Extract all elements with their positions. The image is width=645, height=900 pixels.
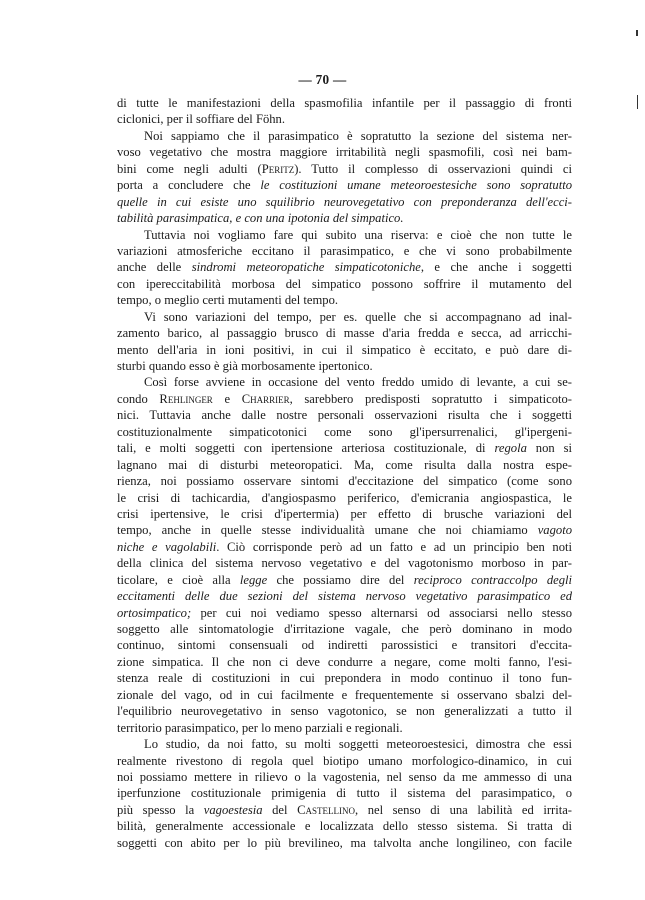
text-run: costituzionalmente simpaticotonici come sono gl'ipersurrenalici, gl'ipergeni- [117, 424, 572, 439]
text-line [117, 769, 572, 785]
text-line [117, 490, 572, 506]
text-run: ). Tutto il complesso di osservazioni quindi ci [294, 161, 572, 176]
page-number: — 70 — [298, 72, 347, 87]
text-run: Noi sappiamo che il parasimpatico è sopratutto la sezione del sistema ner- [144, 128, 572, 143]
italic-text: quelle in cui esiste uno squilibrio neurovegetativo con preponderanza dell'ecci- [117, 194, 572, 209]
italic-text: tabilità parasimpatica, e con una ipotonia del simpatico. [117, 211, 404, 226]
text-run: ciclonici, per il soffiare del Föhn. [117, 112, 285, 127]
author-name: Peritz [261, 161, 295, 176]
text-line [117, 144, 572, 160]
scan-edge-mark [637, 95, 638, 109]
text-run: voso vegetativo che mostra maggiore irritabilità negli spasmofili, così nei bam- [117, 145, 572, 160]
text-line [117, 605, 572, 621]
text-line [117, 703, 572, 719]
text-line [117, 342, 572, 358]
text-run: bini come negli adulti ( [117, 161, 262, 176]
text-run: non si [526, 441, 572, 456]
text-line [117, 309, 572, 325]
text-run: per cui noi vediamo spesso alternarsi od associarsi nello stesso [191, 605, 572, 620]
italic-text: le costituzioni umane meteoroestesiche sono sopratutto [260, 178, 572, 193]
text-line [117, 555, 572, 571]
italic-text: vagoestesia [203, 802, 263, 817]
text-line [117, 292, 572, 308]
text-line [117, 440, 572, 456]
text-run: variazioni atmosferiche eccitano il parasimpatico, e che vi sono probabilmente [117, 243, 572, 258]
italic-text: vagoto [537, 523, 572, 538]
text-run: tempo, anche in quelle stesse individualità umane che noi chiamiamo [117, 523, 538, 538]
text-run: porta a concludere che [117, 178, 261, 193]
text-line [117, 818, 572, 834]
text-line [117, 325, 572, 341]
text-line [117, 243, 572, 259]
text-line [117, 687, 572, 703]
text-line [117, 391, 572, 407]
text-run: Tuttavia noi vogliamo fare qui subito una riserva: e cioè che non tutte le [144, 227, 572, 242]
text-line [117, 670, 572, 686]
text-run: crisi ipertensive, le crisi d'ipertermia) per effetto di brusche variazioni del [117, 506, 572, 521]
text-line [117, 736, 572, 752]
text-run: tali, e molti soggetti con ipertensione arteriosa costituzionale, di [117, 441, 495, 456]
text-line [117, 522, 572, 538]
text-line [117, 506, 572, 522]
text-run: soggetti con abito per lo più brevilineo, ma talvolta anche longilineo, con facile [117, 835, 572, 850]
italic-text: regola [494, 441, 527, 456]
text-line [117, 835, 572, 851]
text-line [117, 720, 572, 736]
text-run: zione simpatica. Il che non ci deve condurre a negare, come molti fanno, l'esi- [117, 654, 572, 669]
text-run: l'equilibrio neurovegetativo in senso vagotonico, se non generalizzati a tutto il [117, 704, 572, 719]
text-run: lagnano mai di disturbi meteoropatici. Ma, come risulta dalla nostra espe- [117, 457, 572, 472]
text-run: noi possiamo mettere in rilievo o la vagostenia, nel senso da me ammesso di una [117, 769, 572, 784]
text-run: anche delle [117, 260, 192, 275]
text-line [117, 259, 572, 275]
text-line [117, 111, 572, 127]
text-line [117, 637, 572, 653]
scan-edge-mark [636, 30, 638, 36]
text-line [117, 95, 572, 111]
text-run: stenza reale di costituzioni in cui prepondera in modo continuo il tono fun- [117, 671, 572, 686]
author-name: Charrier [241, 391, 290, 406]
body-text [117, 95, 572, 851]
text-run: zamento barico, al passaggio brusco di masse d'aria fredda e secca, ad arricchi- [117, 326, 572, 341]
text-line [117, 210, 572, 226]
text-run: nici. Tuttavia anche dalle nostre personali osservazioni risulta che i soggetti [117, 408, 572, 423]
text-line [117, 539, 572, 555]
text-run: territorio parasimpatico, per lo meno parziali e regionali. [117, 720, 403, 735]
text-run: e [212, 391, 242, 406]
text-line [117, 621, 572, 637]
text-run: le crisi di tachicardia, d'angiospasmo periferico, d'emicrania angiospastica, le [117, 490, 572, 505]
text-run: Lo studio, da noi fatto, su molti soggetti meteoroestesici, dimostra che essi [144, 737, 572, 752]
text-line [117, 753, 572, 769]
text-run: zionale del vago, od in cui facilmente e frequentemente si osservano sbalzi del- [117, 687, 572, 702]
text-run: della clinica del sistema nervoso vegetativo e del vagotonismo morboso in par- [117, 556, 572, 571]
text-run: realmente rivestono di regola quel biotipo umano morfologico-dinamico, in cui [117, 753, 572, 768]
italic-text: ortosimpatico; [117, 605, 192, 620]
text-run: bilità, generalmente accessionale e localizzata dello stesso sistema. Si tratta di [117, 819, 572, 834]
text-run: mento dell'aria in ioni positivi, in cui il simpatico è eccitato, e può dare di- [117, 342, 572, 357]
text-line [117, 785, 572, 801]
text-line [117, 457, 572, 473]
text-run: , nel senso di una labilità ed irrita- [354, 802, 572, 817]
text-run: che possiamo dire del [267, 572, 414, 587]
text-run: Vi sono variazioni del tempo, per es. quelle che si accompagnano ad inal- [144, 309, 572, 324]
text-line [117, 424, 572, 440]
text-line [117, 194, 572, 210]
text-run: continuo, sintomi consensuali od indiretti parossistici e transitori d'eccita- [117, 638, 572, 653]
text-line [117, 374, 572, 390]
text-run: sturbi quando esso è già morbosamente ipertonico. [117, 359, 373, 373]
text-run: rienza, noi possiamo osservare sintomi d'eccitazione del simpatico (come sono [117, 474, 572, 489]
text-run: tempo, o meglio certi mutamenti del tempo. [117, 293, 339, 308]
italic-text: legge [239, 572, 268, 587]
text-run: , sarebbero predisposti sopratutto i simpaticoto- [289, 391, 572, 406]
text-line [117, 177, 572, 193]
author-name: Castellino [297, 802, 355, 817]
text-line [117, 572, 572, 588]
text-line [117, 407, 572, 423]
text-run: del [262, 802, 298, 817]
italic-text: sindromi meteoropatiche simpaticotoniche [191, 260, 421, 275]
text-line [117, 588, 572, 604]
text-line [117, 128, 572, 144]
text-run: condo [117, 391, 160, 406]
italic-text: reciproco contraccolpo degli [413, 572, 573, 587]
text-run: di tutte le manifestazioni della spasmofilia infantile per il passaggio di fronti [117, 96, 572, 110]
text-line [117, 227, 572, 243]
text-run: Così forse avviene in occasione del vento freddo umido di levante, a cui se- [144, 375, 572, 390]
text-run: . Ciò corrisponde però ad un fatto e ad un principio ben noti [216, 539, 573, 554]
text-run: iperfunzione costituzionale primigenia di tutto il sistema del parasimpatico, o [117, 786, 572, 801]
text-run: soggetto alle sintomatologie d'irritazione vagale, che però dominano in modo [117, 622, 572, 636]
text-line [117, 161, 572, 177]
text-line [117, 473, 572, 489]
italic-text: niche e vagolabili [117, 539, 217, 554]
text-line [117, 358, 572, 374]
author-name: Rehlinger [159, 391, 213, 406]
text-run: più spesso la [117, 802, 204, 817]
text-line [117, 802, 572, 818]
italic-text: eccitamenti delle due sezioni del sistema nervoso vegetativo parasimpatico ed [117, 589, 572, 604]
text-run: con ipereccitabilità morbosa del simpatico possono soffrire il mutamento del [117, 276, 572, 291]
text-line [117, 654, 572, 670]
text-line [117, 276, 572, 292]
text-run: , e che anche i soggetti [420, 260, 572, 275]
text-run: ticolare, e cioè alla [117, 572, 240, 587]
